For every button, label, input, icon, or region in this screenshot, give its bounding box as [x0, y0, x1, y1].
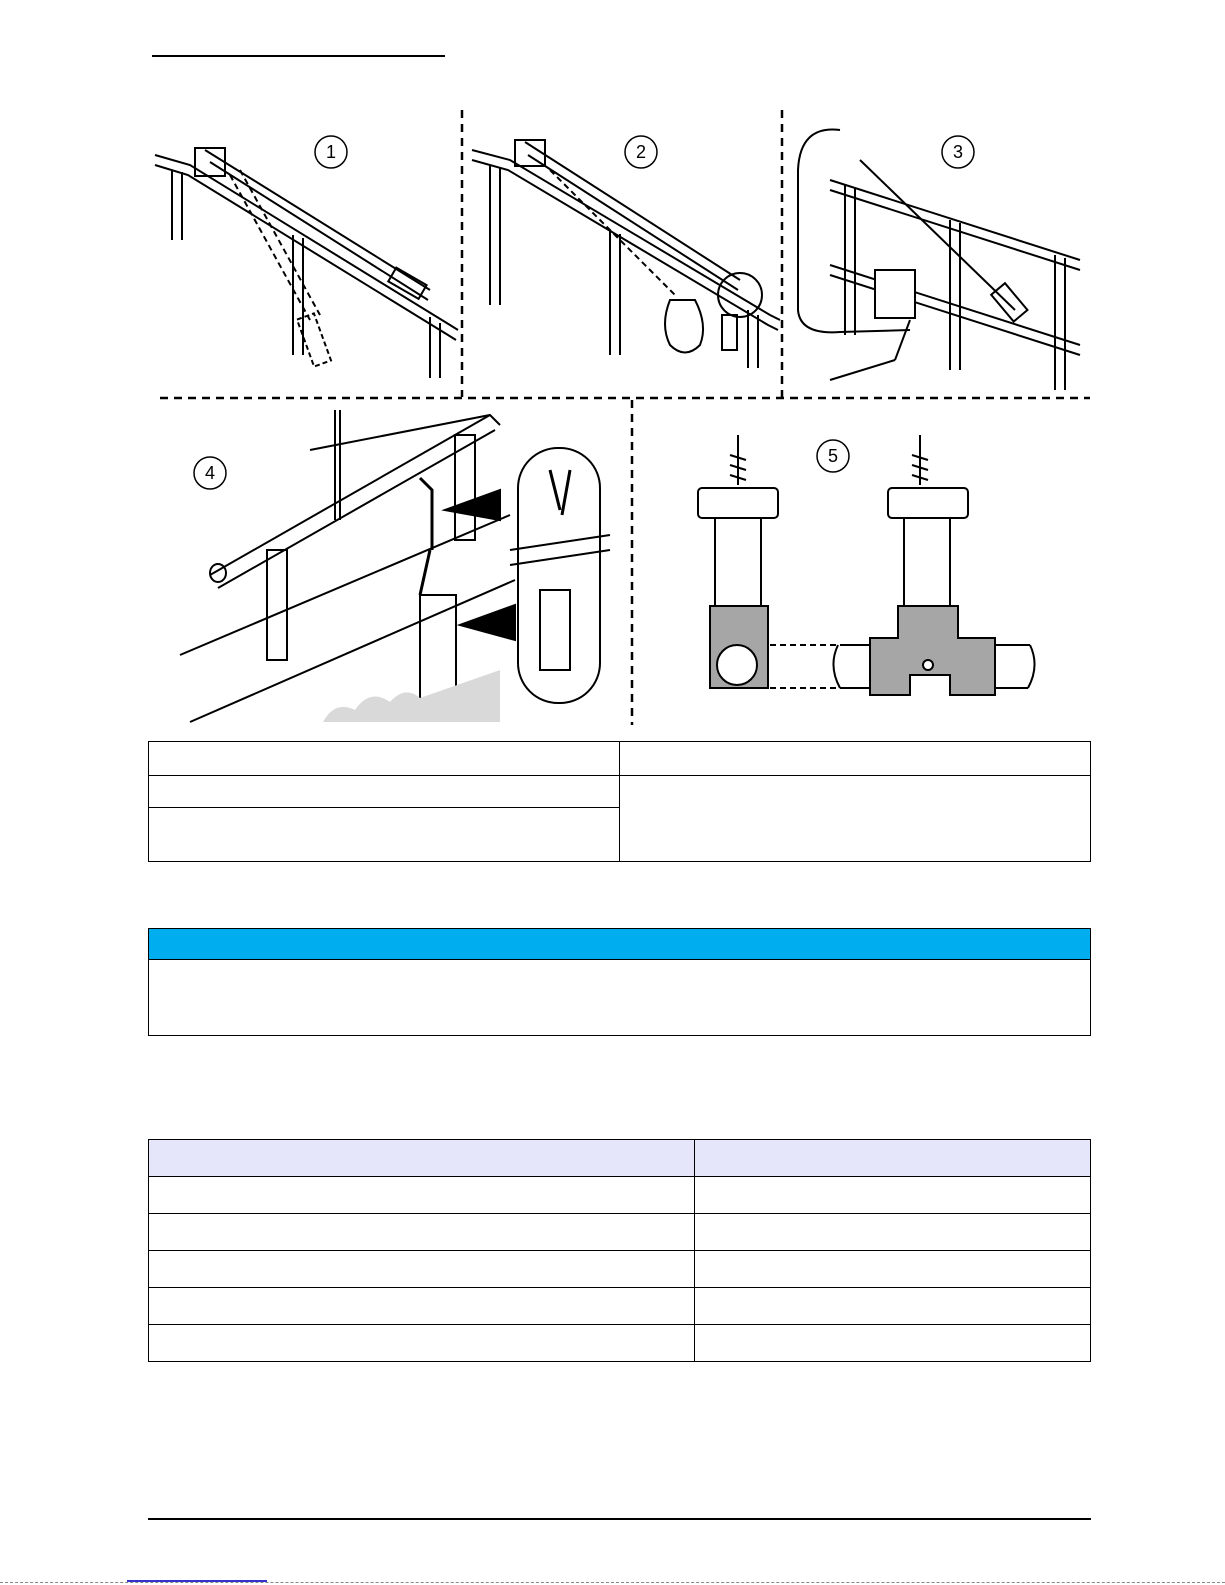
legend-cell: [149, 742, 620, 776]
figure-legend-table: [148, 741, 1091, 862]
callout-2-label: 2: [635, 142, 647, 162]
legend-cell: [149, 808, 620, 862]
table-row: [695, 1177, 1091, 1214]
legend-cell: [149, 776, 620, 808]
table-row: [149, 1177, 695, 1214]
table-row: [695, 1288, 1091, 1325]
callout-5-label: 5: [827, 446, 839, 466]
table-row: [695, 1251, 1091, 1288]
panel-5-pipe-insertion: [698, 435, 1035, 695]
installation-figure: [150, 110, 1090, 725]
footer-link-underline[interactable]: [127, 1580, 267, 1582]
panel-1-rail-mount: [155, 148, 458, 378]
parts-header-cell: [695, 1140, 1091, 1177]
table-row: [149, 1325, 695, 1362]
page-edge-dash: [0, 1582, 1225, 1583]
footer-rule: [148, 1518, 1091, 1520]
table-row: [695, 1325, 1091, 1362]
notice-header: [149, 929, 1090, 960]
table-row: [695, 1214, 1091, 1251]
notice-box: [148, 928, 1091, 1036]
legend-cell: [620, 776, 1091, 862]
callout-3-label: 3: [952, 142, 964, 162]
legend-cell: [620, 742, 1091, 776]
table-row: [149, 1214, 695, 1251]
panel-3-cable-mount: [798, 130, 1080, 391]
table-row: [149, 1251, 695, 1288]
panel-2-ball-float: [472, 140, 780, 368]
callout-4-label: 4: [204, 463, 216, 483]
parts-table: [148, 1139, 1091, 1362]
callout-1-label: 1: [325, 142, 337, 162]
parts-header-cell: [149, 1140, 695, 1177]
header-rule: [152, 55, 445, 57]
table-row: [149, 1288, 695, 1325]
panel-4-chain-mount: [180, 410, 610, 722]
